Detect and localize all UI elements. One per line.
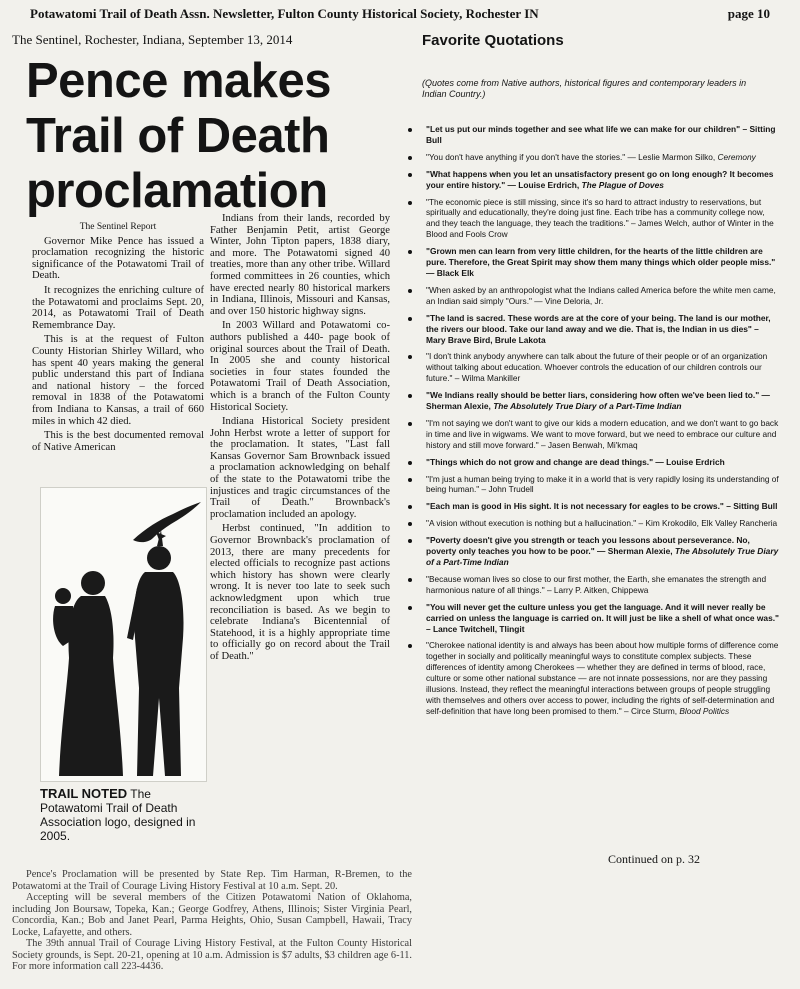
quote-item [408, 574, 780, 596]
quote-text: "I'm not saying we don't want to give our kids a modern education, and we don't want to go back in time and live in wigwams. We want to move forward, but we need to embrace our culture and history and still move forward." – Jasen Benwah, Mi'kmaq [426, 417, 779, 450]
quote-list [408, 124, 780, 723]
quote-text: "What happens when you let an unsatisfactory present go on long enough? It becomes your entire history." — Louise Erdrich, [426, 168, 774, 190]
quote-source-title: Blood Politics [679, 705, 730, 716]
quote-text: "Cherokee national identity is and always has been about how multiple forms of difference come together in socially and politically meaningful ways to constitute complex subjects. These differences of identity among Cherokees — whether they are defined in terms of blood, race, culture or some other national substance — are not innate possessions, nor are they passing illusions. Instead, they reflect the meaningful interactions between groups of people struggling with themselves and others over access to power, including the rights of self-determination and self-definition that have long been promised to them." – Circe Sturm, [426, 640, 779, 716]
headline-line: proclamation [26, 164, 328, 218]
quote-item [408, 390, 780, 412]
photo-caption [40, 787, 212, 843]
quote-item [408, 169, 780, 191]
article-headline [26, 54, 406, 219]
article-footer [12, 869, 412, 973]
quote-source-title: The Absolutely True Diary of a Part-Time Indian [493, 401, 682, 412]
quote-item [408, 518, 780, 529]
trail-logo-image [40, 487, 207, 782]
quotes-title: Favorite Quotations [422, 32, 564, 49]
quote-item [408, 602, 780, 635]
article-paragraph: Indians from their lands, recorded by Father Benjamin Petit, artist George Winter, John Tipton papers, 1838 diary, and more. The Potawatomi signed 40 treaties, more than any other tribe. Willard formed committees in 26 counties, which have erected nearly 80 historical markers in Indiana, Illinois, Missouri and Kansas, and over 150 historic highway signs. [210, 213, 390, 317]
caption-text: The Potawatomi Trail of Death Association logo, designed in 2005. [40, 787, 196, 843]
article-column-2 [210, 213, 390, 666]
quote-text: "I don't think anybody anywhere can talk about the future of their people or of an organization without talking about education. Whoever controls the education of our children controls our future." – Wilma Mankiller [426, 351, 768, 384]
quote-text: "I'm just a human being trying to make it in a world that is very rapidly losing its understanding of being human." – John Trudell [426, 473, 779, 495]
caption-lead: TRAIL NOTED [40, 786, 128, 801]
quote-item [408, 197, 780, 241]
article-paragraph: It recognizes the enriching culture of the Potawatomi and proclaims Sept. 20, 2014, as Potawatomi Trail of Death Remembrance Day. [32, 284, 204, 331]
silhouette-figures-icon [41, 488, 206, 781]
quote-text: "A vision without execution is nothing but a hallucination." – Kim Krokodilo, Elk Valley Rancheria [426, 518, 778, 529]
newsletter-header [30, 4, 770, 24]
headline-line: Trail of Death [26, 109, 330, 163]
quote-item [408, 152, 780, 163]
article-byline: The Sentinel Report [79, 222, 157, 232]
page-number: page 10 [727, 6, 770, 21]
quotes-intro: (Quotes come from Native authors, historical figures and contemporary leaders in Indian Country.) [422, 78, 747, 99]
footer-paragraph: Accepting will be several members of the Citizen Potawatomi Nation of Oklahoma, including Jon Boursaw, Topeka, Kan.; George Godfrey, Athens, Illinois; Sister Virginia Pearl, Concordia, Kan.; Bob and Janet Pearl, Parma Heights, Ohio, Susan Campbell, Hawaii, Tracy Locke, Lafayette, and others. [12, 892, 412, 938]
quote-text: "Because woman lives so close to our first mother, the Earth, she emanates the strength and harmonious nature of all things." – Larry P. Aitken, Chippewa [426, 573, 767, 595]
article-paragraph: This is the best documented removal of Native American [32, 430, 204, 453]
article-paragraph: Indiana Historical Society president John Herbst wrote a letter of support for the proclamation. It states, "Last fall Kansas Governor Sam Brownback issued a proclamation acknowledging on behalf of the state to the Potawatomi tribe the injustices and tragic circumstances of the Trail of Death." Brownback's proclamation included an apology. [210, 416, 390, 520]
article-paragraph: In 2003 Willard and Potawatomi co-authors published a 440- page book of original sources about the Trail of Death. In 2005 she and county historical societies in four states founded the Potawatomi Trail of Death Association, which is a branch of the Fulton County Historical Society. [210, 320, 390, 413]
footer-paragraph: The 39th annual Trail of Courage Living History Festival, at the Fulton County Historical Society grounds, is Sept. 20-21, opening at 10 a.m. Admission is $7 adults, $3 children age 6-11. For more information call 223-4436. [12, 938, 412, 972]
quote-item [408, 418, 780, 451]
quote-item [408, 501, 780, 512]
quote-item [408, 351, 780, 384]
newsletter-title: Potawatomi Trail of Death Assn. Newsletter, Fulton County Historical Society, Rochester IN [30, 6, 539, 21]
quote-text: "You don't have anything if you don't have the stories." — Leslie Marmon Silko, [426, 151, 718, 162]
quote-item [408, 246, 780, 279]
quote-source-title: Ceremony [717, 151, 756, 162]
quote-item [408, 313, 780, 346]
quote-text: "You will never get the culture unless you get the language. And it will never really be carried on unless the language is carried on. It will just be like a shell of what once was." – Lance Twitchell, Tlingit [426, 601, 780, 634]
quote-item [408, 474, 780, 496]
quote-text: "Things which do not grow and change are dead things." — Louise Erdrich [426, 456, 725, 467]
quote-text: "Let us put our minds together and see what life we can make for our children" – Sitting Bull [426, 124, 776, 145]
article-paragraph: Governor Mike Pence has issued a proclamation recognizing the historic significance of the Potawatomi Trail of Death. [32, 235, 204, 282]
quote-text: "Each man is good in His sight. It is not necessary for eagles to be crows." – Sitting Bull [426, 501, 778, 512]
quote-text: "The economic piece is still missing, since it's so hard to attract industry to reservations, but spiritually and educationally, they're doing just fine. Each tribe has a community college now, and they teach the language, they teach the traditions." – James Welch, author of Winter in the Blood and Fools Crow [426, 196, 774, 240]
quote-text: "The land is sacred. These words are at the core of your being. The land is our mother, the rivers our blood. Take our land away and we die. That is, the Indian in us dies" – Mary Brave Bird, Brule Lakota [426, 312, 771, 345]
quote-text: "Poverty doesn't give you strength or teach you lessons about perseverance. No, poverty only teaches you how to be poor." — Sherman Alexie, [426, 535, 750, 557]
article-paragraph: This is at the request of Fulton County Historian Shirley Willard, who has spent 40 years making the general public understand this part of Indiana and national history – the forced removal in 1838 of the Potawatomi from Indiana to Kansas, a trail of 660 miles in which 42 died. [32, 334, 204, 427]
article-paragraph: Herbst continued, "In addition to Governor Brownback's proclamation of 2013, there are many precedents for elected officials to recognize past actions which history has shown were clearly wrong. It is never too late to seek such acknowledgment upon which true reconciliation is based. As we begin to celebrate Indiana's Bicentennial of Statehood, it is a highly appropriate time to officially go on record about the Trail of Death." [210, 523, 390, 662]
quote-item [408, 124, 780, 146]
quote-text: "Grown men can learn from very little children, for the hearts of the little children are pure. Therefore, the Great Spirit may show them many things which older people miss." — Black Elk [426, 246, 776, 278]
footer-paragraph: Pence's Proclamation will be presented by State Rep. Tim Harman, R-Bremen, to the Potawatomi at the Trail of Courage Living History Festival at 10 a.m. Sept. 20. [12, 869, 412, 892]
quote-text: "We Indians really should be better liars, considering how often we've been lied to." — Sherman Alexie, [426, 390, 770, 412]
quote-item [408, 640, 780, 716]
continued-note: Continued on p. 32 [608, 852, 700, 866]
quote-item [408, 457, 780, 468]
quote-text: "When asked by an anthropologist what the Indians called America before the white men came, an Indian said simply "Ours." — Vine Deloria, Jr. [426, 284, 776, 306]
article-column-1 [32, 222, 204, 456]
headline-line: Pence makes [26, 54, 332, 108]
quote-item [408, 535, 780, 568]
quote-source-title: The Plague of Doves [581, 179, 664, 190]
quote-item [408, 285, 780, 307]
quote-source-title: The Absolutely True Diary of a Part-Time Indian [426, 546, 779, 567]
article-dateline: The Sentinel, Rochester, Indiana, September 13, 2014 [12, 32, 293, 47]
